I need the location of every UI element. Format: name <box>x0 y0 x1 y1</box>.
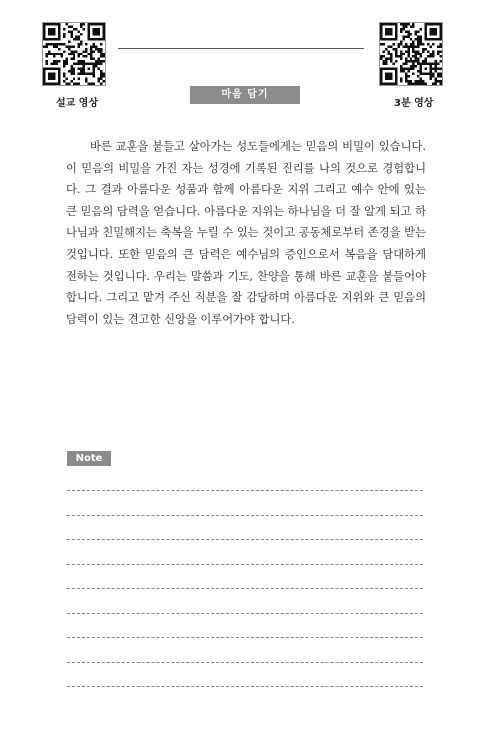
note-line <box>67 588 423 589</box>
note-line <box>67 539 423 540</box>
qr-code-icon <box>43 23 105 85</box>
note-lines <box>67 490 423 711</box>
qr-label-sermon-video: 설교 영상 <box>56 98 99 109</box>
note-line <box>67 686 423 687</box>
note-line <box>67 515 423 516</box>
note-line <box>67 613 423 614</box>
note-line <box>67 490 423 491</box>
note-line <box>67 662 423 663</box>
section-title-badge: 마음 담기 <box>190 86 300 104</box>
note-label: Note <box>67 451 111 466</box>
header-divider <box>118 48 364 49</box>
qr-code-sermon-video[interactable] <box>42 22 106 86</box>
body-paragraph: 바른 교훈을 붙들고 살아가는 성도들에게는 믿음의 비밀이 있습니다. 이 믿음의 비밀을 가진 자는 성경에 기록된 진리를 나의 것으로 경험합니다. 그 결과 아름다운 성품과 함께 아름다운 지위 그리고 예수 안에 있는 큰 믿음의 담력을 얻습니다. 아름다운 지위는 하나님을 더 잘 알게 되고 하나님과 친밀해지는 축복을 누릴 수 있는 것이고 공동체로부터 존경을 받는 것입니다. 또한 믿음의 큰 담력은 예수님의 증인으로서 복음을 담대하게 전하는 것입니다. 우리는 말씀과 기도, 찬양을 통해 바른 교훈을 붙들어야 합니다. 그리고 맡겨 주신 직분을 잘 감당하며 아름다운 지위와 큰 믿음의 담력이 있는 견고한 신앙을 이루어가야 합니다. <box>66 140 426 326</box>
note-line <box>67 564 423 565</box>
note-line <box>67 637 423 638</box>
qr-code-3min-video[interactable] <box>379 22 443 86</box>
qr-label-3min-video: 3분 영상 <box>394 98 434 109</box>
qr-code-icon <box>380 23 442 85</box>
